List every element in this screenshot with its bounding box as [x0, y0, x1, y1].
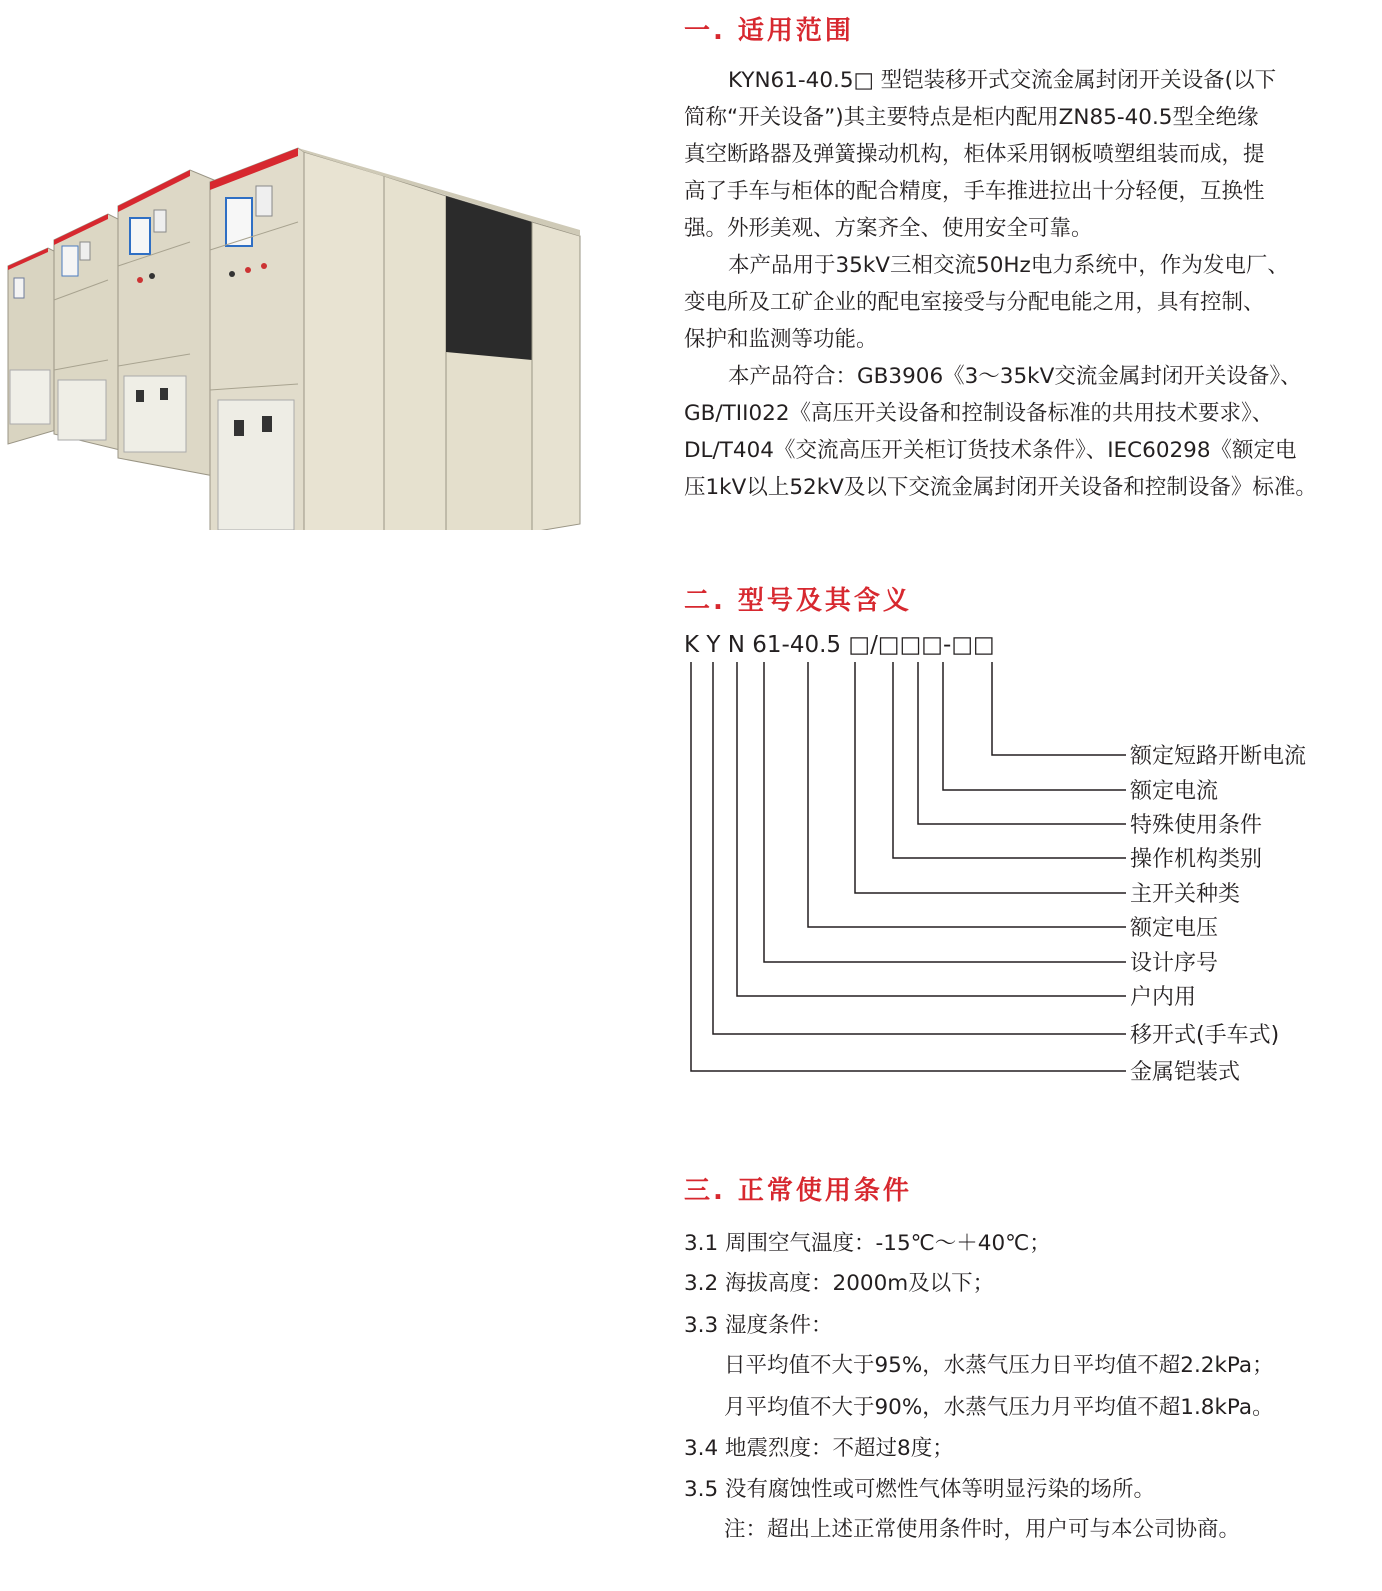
- meaning-label: 特殊使用条件: [1130, 813, 1263, 838]
- condition-item: 3.1 周围空气温度：-15℃～＋40℃；: [684, 1231, 1051, 1256]
- condition-item: 3.3 湿度条件：: [684, 1313, 833, 1338]
- meaning-label: 移开式(手车式): [1130, 1023, 1280, 1048]
- leader-line: [691, 662, 1126, 1071]
- paragraph-line: KYN61-40.5□ 型铠装移开式交流金属封闭开关设备(以下: [728, 68, 1277, 93]
- section-1-title: 一. 适用范围: [684, 16, 854, 46]
- paragraph-line: GB/TII022《高压开关设备和控制设备标准的共用技术要求》、: [684, 401, 1274, 426]
- leader-line: [764, 662, 1126, 962]
- leader-line: [992, 662, 1126, 755]
- leader-line: [918, 662, 1126, 824]
- leader-line: [943, 662, 1126, 790]
- leader-line: [737, 662, 1126, 996]
- condition-item: 月平均值不大于90%，水蒸气压力月平均值不超1.8kPa。: [724, 1395, 1274, 1420]
- paragraph-line: 压1kV以上52kV及以下交流金属封闭开关设备和控制设备》标准。: [684, 475, 1317, 500]
- paragraph-line: 简称“开关设备”)其主要特点是柜内配用ZN85-40.5型全绝缘: [684, 105, 1259, 130]
- leader-line: [893, 662, 1126, 858]
- condition-item: 3.4 地震烈度：不超过8度；: [684, 1436, 954, 1461]
- condition-note: 注：超出上述正常使用条件时，用户可与本公司协商。: [724, 1517, 1241, 1542]
- meaning-label: 户内用: [1130, 985, 1197, 1010]
- meaning-label: 额定电流: [1130, 779, 1219, 804]
- condition-item: 日平均值不大于95%，水蒸气压力日平均值不超2.2kPa；: [724, 1353, 1274, 1378]
- condition-item: 3.5 没有腐蚀性或可燃性气体等明显污染的场所。: [684, 1477, 1156, 1502]
- paragraph-line: 强。外形美观、方案齐全、使用安全可靠。: [684, 216, 1093, 241]
- meaning-label: 金属铠装式: [1130, 1060, 1241, 1085]
- leader-line: [713, 662, 1126, 1034]
- meaning-label: 额定电压: [1130, 916, 1219, 941]
- section-2-title: 二. 型号及其含义: [684, 586, 912, 616]
- condition-item: 3.2 海拔高度：2000m及以下；: [684, 1271, 995, 1296]
- paragraph-line: 高了手车与柜体的配合精度，手车推进拉出十分轻便，互换性: [684, 179, 1265, 204]
- paragraph-line: 保护和监测等功能。: [684, 327, 878, 352]
- paragraph-line: 真空断路器及弹簧操动机构，柜体采用钢板喷塑组装而成，提: [684, 142, 1265, 167]
- meaning-label: 主开关种类: [1130, 882, 1241, 907]
- paragraph-line: 本产品符合：GB3906《3～35kV交流金属封闭开关设备》、: [728, 364, 1302, 389]
- section-3-title: 三. 正常使用条件: [684, 1176, 912, 1206]
- model-code: K Y N 61-40.5 □/□□□-□□: [684, 632, 995, 658]
- paragraph-line: 变电所及工矿企业的配电室接受与分配电能之用，具有控制、: [684, 290, 1265, 315]
- meaning-label: 额定短路开断电流: [1130, 744, 1307, 769]
- paragraph-line: DL/T404《交流高压开关柜订货技术条件》、IEC60298《额定电: [684, 438, 1297, 463]
- paragraph-line: 本产品用于35kV三相交流50Hz电力系统中，作为发电厂、: [728, 253, 1289, 278]
- meaning-label: 操作机构类别: [1130, 847, 1263, 872]
- meaning-label: 设计序号: [1130, 951, 1219, 976]
